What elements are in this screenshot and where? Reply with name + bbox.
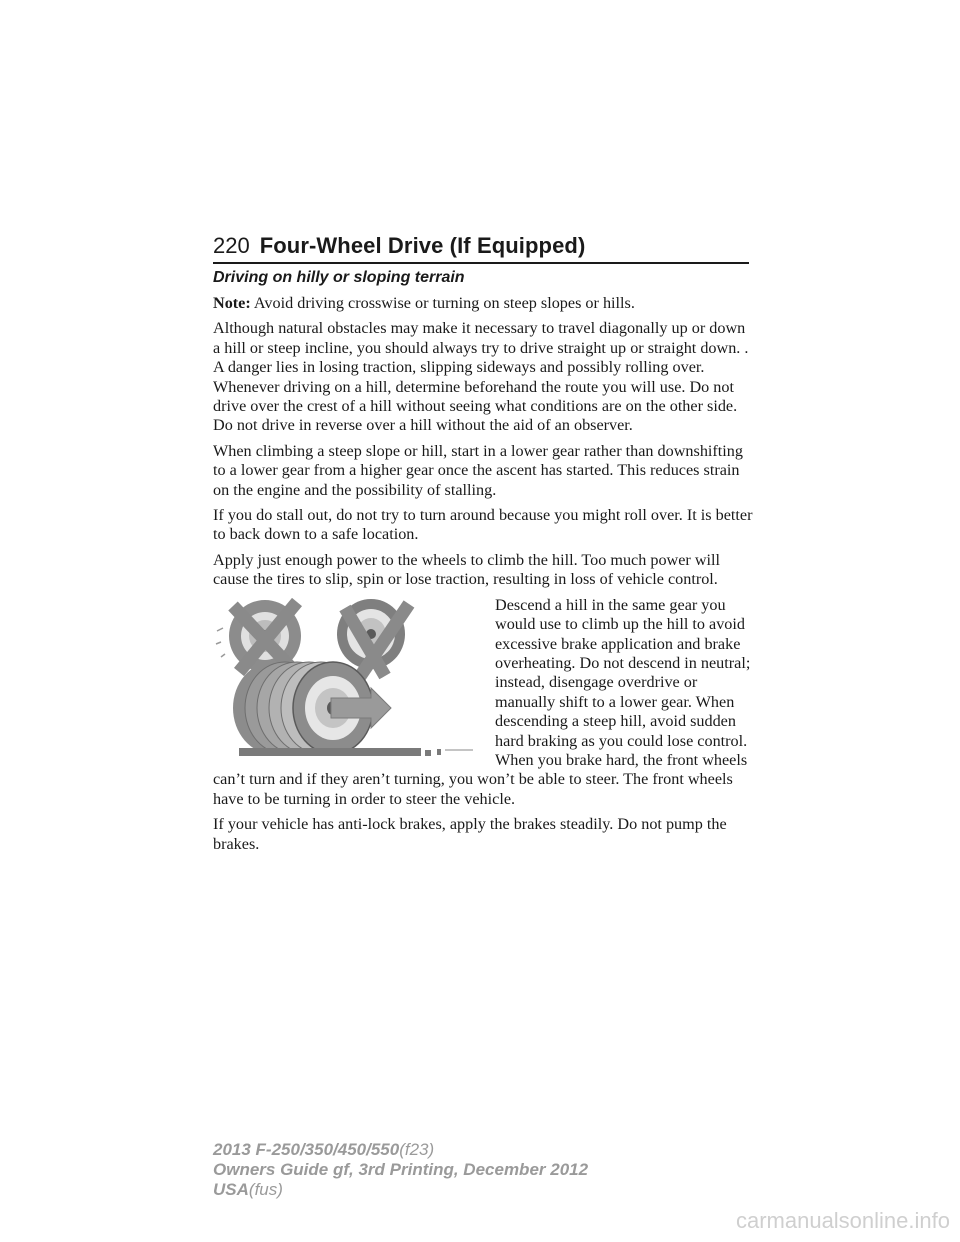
footer-region-code: (fus) (248, 1180, 283, 1199)
wheel-sliding-illustration (213, 598, 485, 760)
note-text: Avoid driving crosswise or turning on steep slopes or hills. (253, 294, 635, 312)
footer-region-line (213, 1180, 588, 1200)
footer-model-line (213, 1140, 588, 1160)
paragraph-diagonal-travel: Although natural obstacles may make it necessary to travel diagonally up or down a hill or steep incline, you should always try to drive straight up or straight down. . A danger lies in losing traction, slipping sideways and possibly rolling over. Whenever driving on a hill, determine beforehand the route you will use. Do not drive over the crest of a hill without seeing what conditions are on the other side. Do not drive in reverse over a hill without the aid of an observer. (213, 319, 749, 435)
page-footer (213, 1140, 588, 1200)
note-paragraph (213, 294, 753, 313)
page-header (213, 228, 749, 264)
paragraph-climbing: When climbing a steep slope or hill, start in a lower gear rather than downshifting to a lower gear from a higher gear once the ascent has started. This reduces strain on the engine and the possibility of stalling. (213, 441, 743, 499)
ground-line-icon (239, 748, 473, 756)
footer-region: USA (213, 1180, 249, 1199)
watermark: carmanualsonline.info (735, 1208, 950, 1233)
chapter-title: Four-Wheel Drive (If Equipped) (259, 233, 586, 258)
section-heading: Driving on hilly or sloping terrain (213, 269, 465, 286)
paragraph-stall: If you do stall out, do not try to turn around because you might roll over. It is better to back down to a safe location. (213, 506, 753, 544)
wheel-sliding-icon (213, 598, 485, 760)
paragraph-anti-lock: If your vehicle has anti-lock brakes, apply the brakes steadily. Do not pump the brakes. (213, 815, 727, 853)
paragraph-power: Apply just enough power to the wheels to climb the hill. Too much power will cause the tires to slip, spin or lose traction, resulting in loss of vehicle control. (213, 550, 721, 589)
paragraph-descend: Descend a hill in the same gear you would use to climb up the hill to avoid excessive brake application and brake overheating. Do not descend in neutral; instead, disengage overdrive or manually shift to a lower gear. When descending a steep hill, avoid sudden hard braking as you could lose control. When you brake hard, the front wheels can’t turn and if they aren’t turning, you won’t be able to steer. The front wheels have to be turning in order to steer the vehicle. (213, 595, 751, 808)
footer-model-code: (f23) (399, 1140, 435, 1159)
note-label: Note: (213, 294, 251, 312)
page-number: 220 (213, 233, 250, 258)
page-content (213, 268, 753, 860)
footer-model: 2013 F-250/350/450/550 (213, 1140, 400, 1159)
footer-guide: Owners Guide gf, 3rd Printing, December 2012 (213, 1160, 589, 1179)
